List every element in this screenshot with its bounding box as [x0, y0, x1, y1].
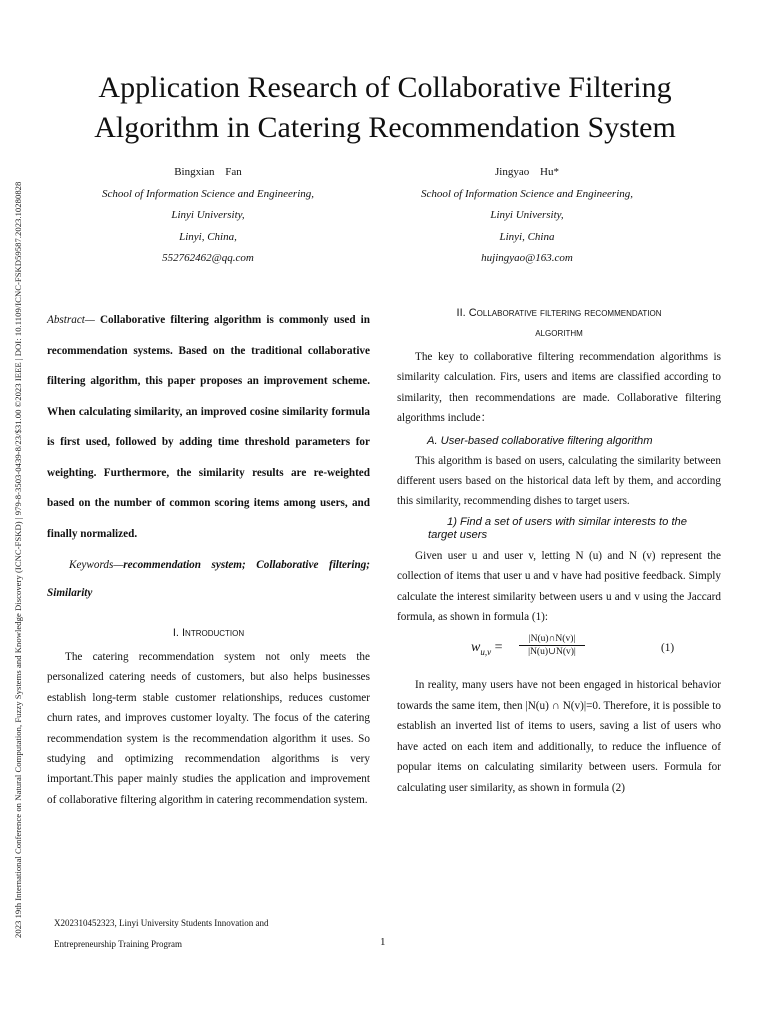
section2-heading [397, 303, 721, 343]
equation-label: (1) [661, 642, 675, 655]
section2-heading-line-2: algorithm [535, 327, 583, 339]
author-block-2 [362, 162, 692, 270]
author-email: 552762462@qq.com [162, 252, 254, 264]
equation-fraction [519, 634, 585, 657]
equation-numerator: |N(u)∩N(v)| [519, 634, 585, 646]
equation-lhs: $w_{u,v}$ = [471, 640, 503, 658]
equation-subscript: u,v [480, 647, 492, 658]
footnote [54, 913, 268, 955]
page-number: 1 [380, 936, 386, 948]
author-city: Linyi, China, [179, 230, 237, 243]
section2-paragraph-4: In reality, many users have not been engaged in historical behavior towards the same item, then |N(u) ∩ N(v)|=0. Therefore, it is possible to establish an inverted list of items to users, saving a list of users who have acted on each item and additionally, to reduce the influence of popular items on calculating similarity between users. Formula for calculating user similarity, as shown in formula (2) [397, 679, 721, 794]
equation-1 [397, 633, 721, 671]
author-name: Jingyao Hu* [495, 166, 559, 178]
equation-equals: = [491, 640, 503, 656]
abstract [47, 305, 370, 549]
left-column [47, 305, 370, 810]
author-dept: School of Information Science and Engineering, [420, 187, 633, 200]
author-univ: Linyi University, [490, 209, 564, 221]
author-email: hujingyao@163.com [481, 252, 573, 264]
author-univ: Linyi University, [171, 209, 245, 221]
subsection-a-heading: A. User-based collaborative filtering algorithm [427, 434, 653, 447]
author-block-1 [43, 162, 373, 270]
paper-title [60, 68, 710, 148]
title-line-1: Application Research of Collaborative Filtering [98, 71, 672, 104]
author-name: Bingxian Fan [174, 166, 242, 178]
intro-heading: I. Introduction [172, 627, 245, 639]
section2-paragraph-2: This algorithm is based on users, calculating the similarity between different users based on the historical data left by them, and according this similarity, recommending dishes to target users. [397, 454, 721, 508]
footnote-line-1: X202310452323, Linyi University Students Innovation and [54, 918, 269, 928]
title-line-2: Algorithm in Catering Recommendation System [94, 111, 676, 144]
intro-paragraph: The catering recommendation system not only meets the personalized catering needs of customers, but also helps businesses establish long-term stable customer relationships, reduces customer churn rates, and improves customer loyalty. The focus of the catering recommendation system is the recommendation algorithm it uses. So studying and optimizing recommendation algorithms is very important.This paper mainly studies the application and improvement of collaborative filtering algorithm in catering recommendation system. [47, 651, 370, 806]
subsubsection-1-line-2: target users [428, 528, 488, 541]
keywords [47, 551, 370, 607]
author-dept: School of Information Science and Engineering, [101, 187, 314, 200]
abstract-text: Collaborative filtering algorithm is commonly used in recommendation systems. Based on the traditional collaborative filtering algorithm, this paper proposes an improvement scheme. When calculating similarity, an improved cosine similarity formula is first used, followed by adding time threshold parameters for weighting. Furthermore, the similarity results are re-weighted based on the number of common scoring items among users, and finally normalized. [47, 314, 370, 540]
doi-side-note: 2023 19th International Conference on Natural Computation, Fuzzy Systems and Knowledge Discovery (ICNC-FSKD) | 979-8-3503-0439-8/23/$31.00 ©2023 IEEE | DOI: 10.1109/ICNC-FSKD59587.2023.10280828 [13, 181, 23, 938]
keywords-label: Keywords— [69, 559, 124, 571]
section2-heading-line-1: II. Collaborative filtering recommendation [456, 307, 662, 319]
section2-paragraph-3: Given user u and user v, letting N (u) and N (v) represent the collection of items that user u and v have had positive feedback. Simply calculate the interest similarity between users u and v using the Jaccard formula, as shown in formula (1): [397, 549, 721, 624]
footnote-line-2: Entrepreneurship Training Program [54, 939, 182, 949]
section2-paragraph-1: The key to collaborative filtering recommendation algorithms is similarity calculation. Firs, users and items are classified according to similarity, then recommendations are made. Collaborative filtering algorithms include： [397, 351, 721, 425]
abstract-label: Abstract— [47, 314, 95, 326]
equation-denominator: |N(u)∪N(v)| [528, 647, 576, 658]
author-city: Linyi, China [499, 230, 555, 243]
subsubsection-1-heading [428, 515, 721, 542]
keywords-text: recommendation system; Collaborative filtering; Similarity [47, 559, 370, 599]
right-column [397, 303, 721, 798]
subsubsection-1-line-1: 1) Find a set of users with similar interests to the [447, 515, 688, 528]
